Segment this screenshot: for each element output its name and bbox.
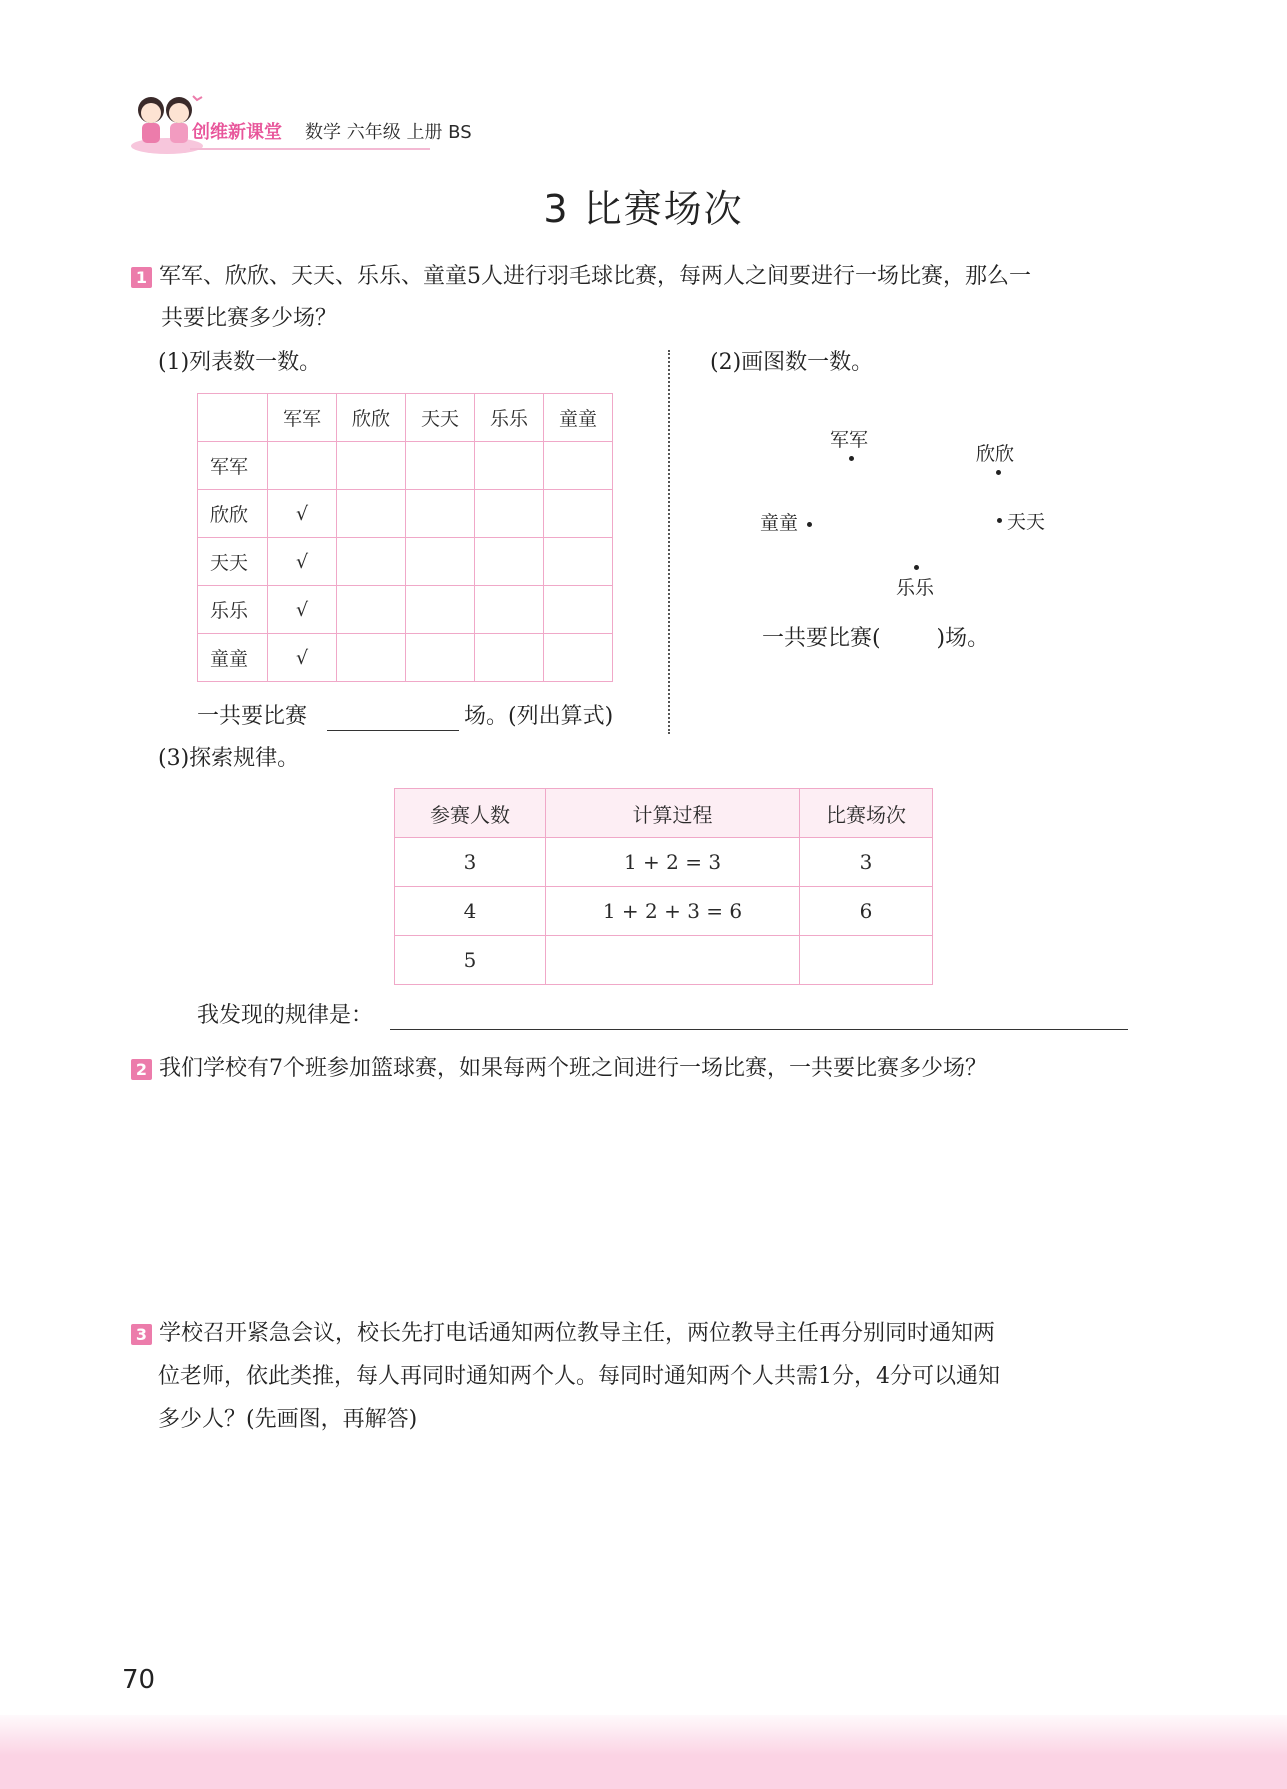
answer2-text: 一共要比赛( )场。 — [762, 626, 990, 651]
grid-cell[interactable] — [544, 490, 613, 538]
brand-name: 创维新课堂 — [192, 122, 282, 143]
grid-cell[interactable] — [337, 634, 406, 682]
diagram-point-tiantian[interactable] — [997, 518, 1002, 523]
pattern-cell: 1 + 2 + 3 = 6 — [546, 887, 800, 936]
pattern-col-header: 参赛人数 — [395, 789, 546, 838]
grid-cell-check: √ — [268, 586, 337, 634]
q1-text-line1: 军军、欣欣、天天、乐乐、童童5人进行羽毛球比赛，每两人之间要进行一场比赛，那么一 — [159, 264, 1031, 289]
grid-cell[interactable] — [268, 442, 337, 490]
page-title: 3 比赛场次 — [543, 187, 744, 231]
diagram-label-lele: 乐乐 — [896, 577, 935, 599]
grid-row-header: 乐乐 — [198, 586, 268, 634]
grid-col-header: 军军 — [268, 394, 337, 442]
diagram-label-junjun: 军军 — [830, 429, 869, 451]
q3-text-line2: 位老师，依此类推，每人再同时通知两个人。每同时通知两个人共需1分，4分可以通知 — [158, 1364, 1000, 1389]
pattern-cell: 4 — [395, 887, 546, 936]
grid-cell[interactable] — [544, 442, 613, 490]
grid-cell[interactable] — [475, 586, 544, 634]
header-rule — [190, 148, 430, 150]
q1-text-line2: 共要比赛多少场？ — [161, 306, 338, 331]
pattern-row — [395, 838, 933, 887]
grid-cell[interactable] — [544, 538, 613, 586]
grid-row — [198, 490, 613, 538]
diagram-label-tiantian: 天天 — [1007, 511, 1046, 533]
diagram-point-lele[interactable] — [914, 565, 919, 570]
grid-row — [198, 586, 613, 634]
grid-cell[interactable] — [475, 538, 544, 586]
q1-part2-label: (2)画图数一数。 — [710, 350, 874, 375]
grid-cell[interactable] — [475, 442, 544, 490]
diagram-point-tongtong[interactable] — [807, 522, 812, 527]
pattern-table — [394, 788, 933, 985]
grid-row-header: 欣欣 — [198, 490, 268, 538]
pattern-cell-blank[interactable] — [546, 936, 800, 985]
grid-cell[interactable] — [544, 586, 613, 634]
column-divider — [668, 350, 670, 734]
grid-cell[interactable] — [337, 490, 406, 538]
grid-cell[interactable] — [544, 634, 613, 682]
diagram-point-xinxin[interactable] — [996, 470, 1001, 475]
q2-number-badge: 2 — [131, 1059, 152, 1080]
grid-cell[interactable] — [475, 634, 544, 682]
q3-number-badge: 3 — [131, 1324, 152, 1345]
q3-line1 — [131, 1313, 995, 1355]
grid-cell[interactable] — [406, 586, 475, 634]
answer1-blank[interactable] — [327, 730, 459, 731]
book-subject: 数学 六年级 上册 BS — [305, 122, 472, 143]
grid-cell[interactable] — [337, 538, 406, 586]
pattern-header-row — [395, 789, 933, 838]
pattern-cell: 3 — [800, 838, 933, 887]
q2-line — [131, 1048, 987, 1090]
grid-cell[interactable] — [406, 538, 475, 586]
pattern-cell: 3 — [395, 838, 546, 887]
diagram-label-xinxin: 欣欣 — [976, 443, 1015, 465]
grid-row-header: 军军 — [198, 442, 268, 490]
grid-cell[interactable] — [337, 586, 406, 634]
footer-band — [0, 1715, 1287, 1789]
answer1-suffix: 场。(列出算式) — [464, 704, 614, 729]
answer1-prefix: 一共要比赛 — [197, 704, 308, 729]
diagram-point-junjun[interactable] — [849, 456, 854, 461]
q2-text: 我们学校有7个班参加篮球赛，如果每两个班之间进行一场比赛，一共要比赛多少场？ — [159, 1056, 987, 1081]
pattern-cell-blank[interactable] — [800, 936, 933, 985]
pattern-cell: 5 — [395, 936, 546, 985]
match-grid-table — [197, 393, 613, 682]
grid-col-header: 童童 — [544, 394, 613, 442]
q1-number-badge: 1 — [131, 267, 152, 288]
grid-corner-cell — [198, 394, 268, 442]
grid-header-row — [198, 394, 613, 442]
grid-cell-check: √ — [268, 490, 337, 538]
diagram-label-tongtong: 童童 — [760, 512, 799, 534]
grid-row-header: 天天 — [198, 538, 268, 586]
grid-row — [198, 538, 613, 586]
grid-cell-check: √ — [268, 634, 337, 682]
q1-part3-label: (3)探索规律。 — [158, 746, 300, 771]
q3-text-line1: 学校召开紧急会议，校长先打电话通知两位教导主任，两位教导主任再分别同时通知两 — [159, 1321, 996, 1346]
grid-row — [198, 442, 613, 490]
grid-col-header: 乐乐 — [475, 394, 544, 442]
pattern-row — [395, 936, 933, 985]
q3-text-line3: 多少人？(先画图，再解答) — [158, 1407, 418, 1432]
grid-cell[interactable] — [406, 490, 475, 538]
grid-cell-check: √ — [268, 538, 337, 586]
rule-answer-blank[interactable] — [390, 1029, 1128, 1030]
rule-label: 我发现的规律是： — [197, 1003, 374, 1028]
grid-cell[interactable] — [475, 490, 544, 538]
grid-col-header: 天天 — [406, 394, 475, 442]
grid-cell[interactable] — [337, 442, 406, 490]
grid-row — [198, 634, 613, 682]
grid-row-header: 童童 — [198, 634, 268, 682]
pattern-col-header: 计算过程 — [546, 789, 800, 838]
grid-cell[interactable] — [406, 634, 475, 682]
q1-line1 — [131, 256, 1031, 298]
pattern-cell: 1 + 2 = 3 — [546, 838, 800, 887]
grid-col-header: 欣欣 — [337, 394, 406, 442]
pattern-cell: 6 — [800, 887, 933, 936]
pattern-row — [395, 887, 933, 936]
page-number: 70 — [122, 1665, 156, 1695]
grid-cell[interactable] — [406, 442, 475, 490]
pattern-col-header: 比赛场次 — [800, 789, 933, 838]
q1-part1-label: (1)列表数一数。 — [158, 350, 322, 375]
